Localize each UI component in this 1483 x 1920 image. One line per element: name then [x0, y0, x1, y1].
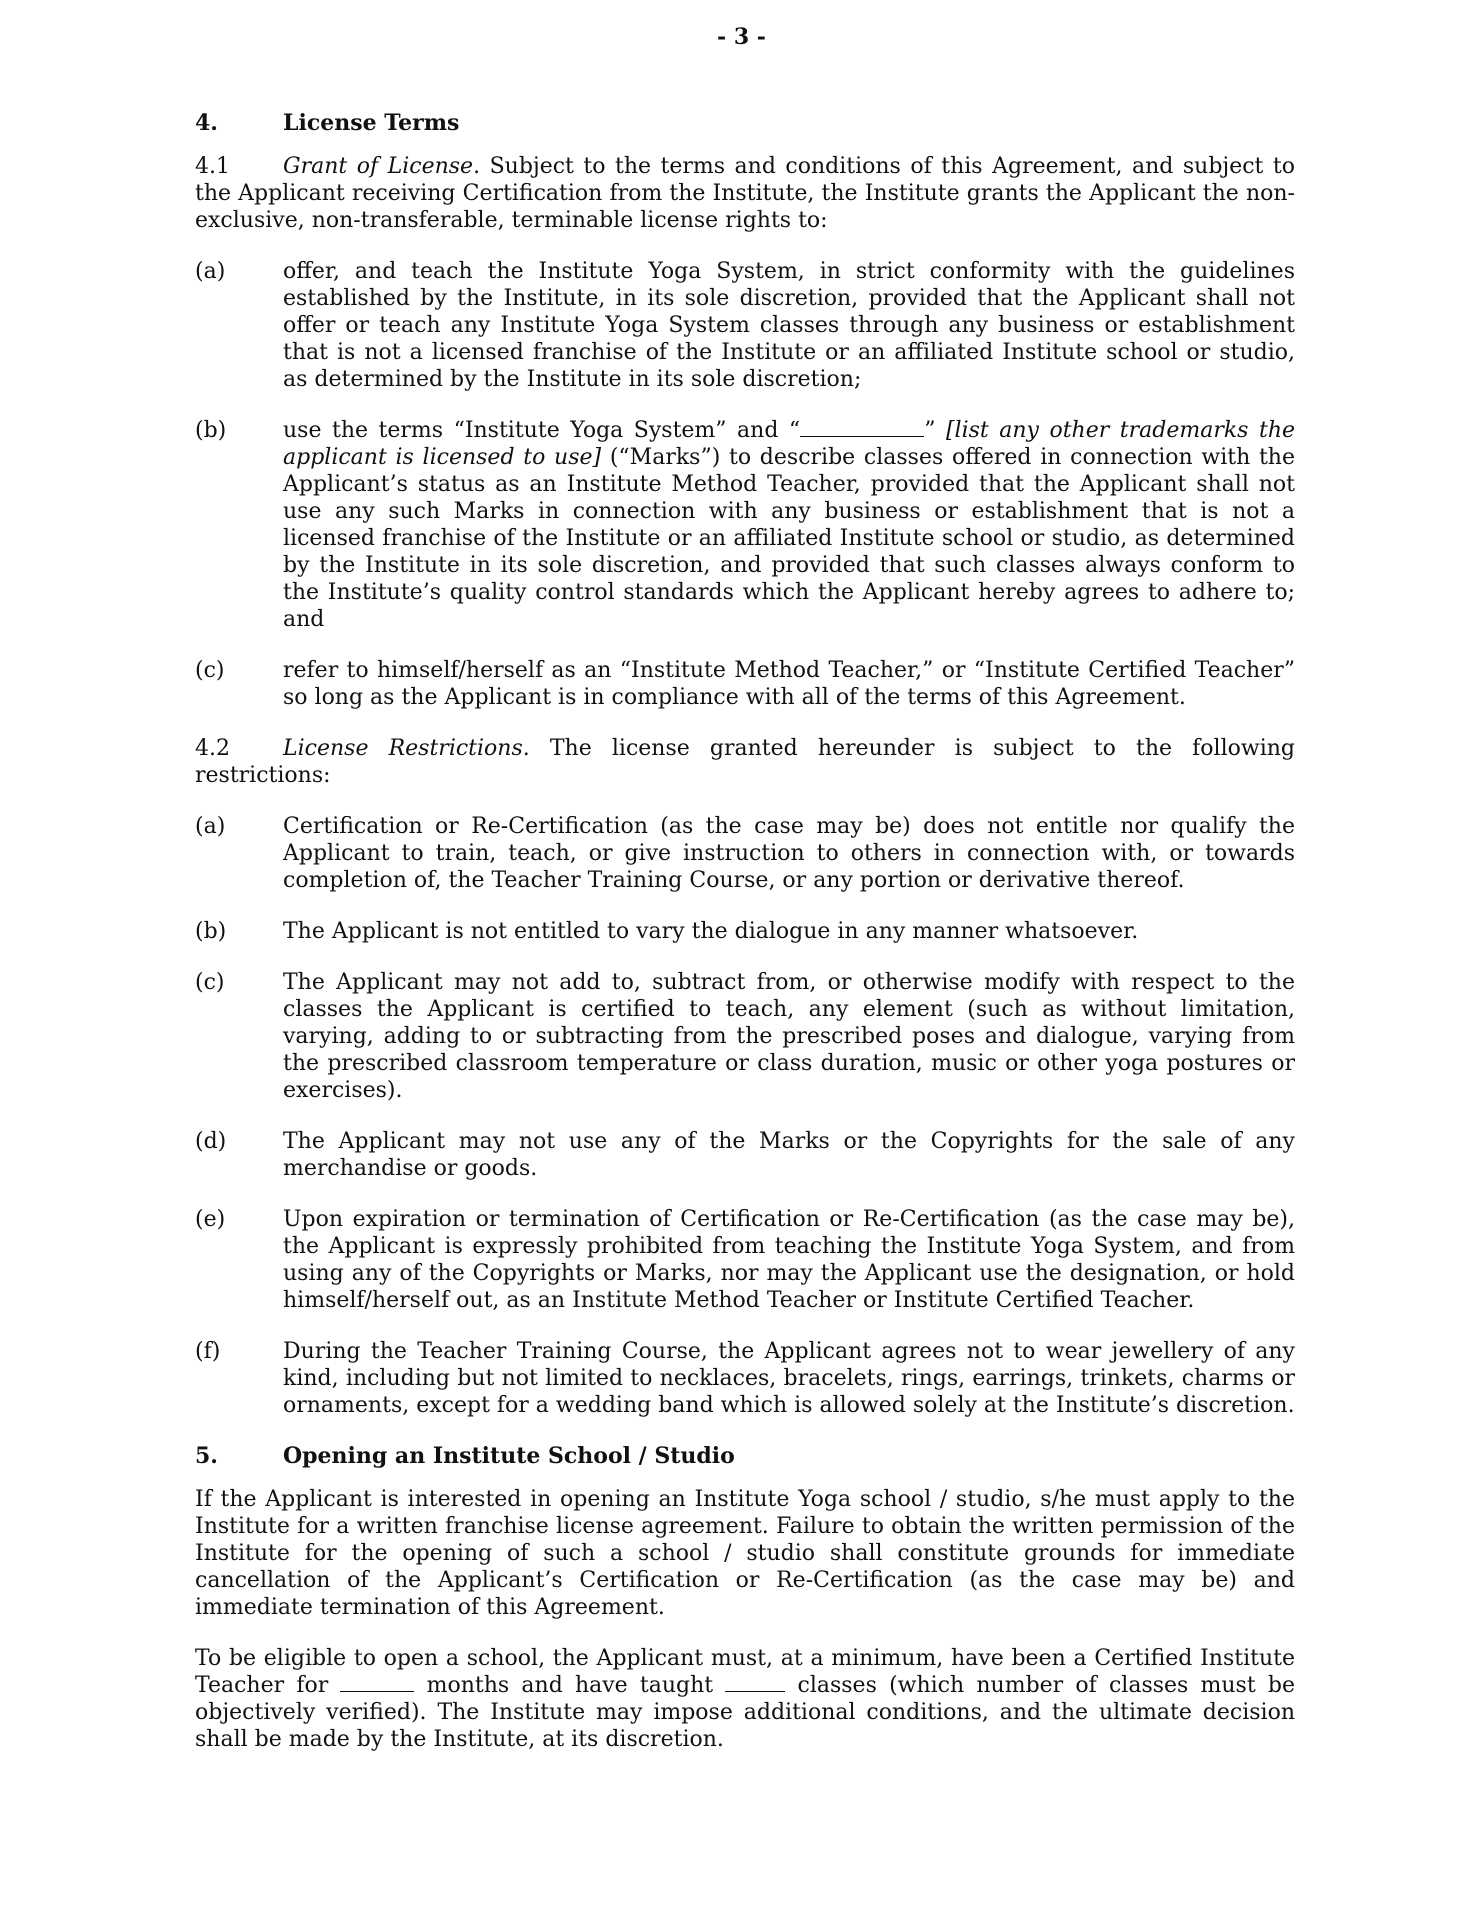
item-text: Upon expiration or termination of Certification or Re-Certification (as the case may be), the Applicant is expressly prohibited from teaching the Institute Yoga System, and from using any of the Copyrights or Marks, nor may the Applicant use the designation, or hold himself/herself out, as an Institute Method Teacher or Institute Certified Teacher.: [283, 1207, 1295, 1313]
clause-4-2-d: [195, 1128, 1295, 1182]
item-label: (c): [195, 658, 225, 683]
section-number: 4.: [195, 110, 218, 136]
item-text-part: use the terms “Institute Yoga System” and “: [283, 418, 801, 443]
paragraph-text-part: To be eligible to open a school, the Applicant must, at a minimum, have been a Certified Institute Teacher for: [195, 1646, 1295, 1698]
item-instruction: [list any other trademarks the applicant is licensed to use]: [283, 418, 1296, 470]
clause-heading: License Restrictions: [283, 736, 523, 761]
item-text: [283, 417, 1295, 633]
page-number: - 3 -: [717, 24, 766, 50]
clause-number: 4.1: [195, 154, 230, 179]
months-blank: [340, 1673, 414, 1692]
section-title: License Terms: [283, 110, 460, 136]
classes-blank: [725, 1673, 785, 1692]
section-5-paragraph-1: If the Applicant is interested in opening an Institute Yoga school / studio, s/he must apply to the Institute for a written franchise license agreement. Failure to obtain the written permission of the Institute for the opening of such a school / studio shall constitute grounds for immediate cancellation of the Applicant’s Certification or Re-Certification (as the case may be) and immediate termination of this Agreement.: [195, 1487, 1295, 1620]
clause-4-2-c: [195, 969, 1295, 1104]
item-label: (f): [195, 1339, 221, 1364]
clause-4-2-e: [195, 1206, 1295, 1314]
clause-text: . Subject to the terms and conditions of this Agreement, and subject to the Applicant receiving Certification from the Institute, the Institute grants the Applicant the non-exclusive, non-transferable, terminable license rights to:: [195, 154, 1295, 233]
item-text-part: ”: [924, 418, 946, 443]
fill-in-blank: [800, 418, 924, 437]
section-4-heading: [195, 110, 1295, 137]
item-text: refer to himself/herself as an “Institute Method Teacher,” or “Institute Certified Teacher” so long as the Applicant is in compliance with all of the terms of this Agreement.: [283, 658, 1295, 710]
item-text: The Applicant is not entitled to vary the dialogue in any manner whatsoever.: [283, 919, 1139, 944]
clause-heading: Grant of License: [283, 154, 474, 179]
section-5-paragraph-2: [195, 1645, 1295, 1753]
item-text: The Applicant may not use any of the Marks or the Copyrights for the sale of any merchandise or goods.: [283, 1129, 1295, 1181]
clause-4-1-a: [195, 258, 1295, 393]
paragraph-text-part: classes (which number of classes must be objectively verified). The Institute may impose additional conditions, and the ultimate decision shall be made by the Institute, at its discretion.: [195, 1673, 1295, 1752]
item-text: Certification or Re-Certification (as the case may be) does not entitle nor qualify the Applicant to train, teach, or give instruction to others in connection with, or towards completion of, the Teacher Training Course, or any portion or derivative thereof.: [283, 814, 1295, 893]
item-text: offer, and teach the Institute Yoga System, in strict conformity with the guidelines established by the Institute, in its sole discretion, provided that the Applicant shall not offer or teach any Institute Yoga System classes through any business or establishment that is not a licensed franchise of the Institute or an affiliated Institute school or studio, as determined by the Institute in its sole discretion;: [283, 259, 1295, 392]
item-text-part: (“Marks”) to describe classes offered in connection with the Applicant’s status as an Institute Method Teacher, provided that the Applicant shall not use any such Marks in connection with any business or establishment that is not a licensed franchise of the Institute or an affiliated Institute school or studio, as determined by the Institute in its sole discretion, and provided that such classes always conform to the Institute’s quality control standards which the Applicant hereby agrees to adhere to; and: [283, 445, 1295, 632]
document-body: [195, 110, 1295, 1777]
section-number: 5.: [195, 1443, 218, 1469]
paragraph-text-part: months and have taught: [414, 1673, 726, 1698]
item-label: (e): [195, 1207, 226, 1232]
item-label: (a): [195, 814, 226, 839]
item-label: (b): [195, 919, 227, 944]
item-label: (c): [195, 970, 225, 995]
item-text: During the Teacher Training Course, the Applicant agrees not to wear jewellery of any kind, including but not limited to necklaces, bracelets, rings, earrings, trinkets, charms or ornaments, except for a wedding band which is allowed solely at the Institute’s discretion.: [283, 1339, 1295, 1418]
item-label: (b): [195, 418, 227, 443]
clause-text: . The license granted hereunder is subject to the following restrictions:: [195, 736, 1295, 788]
clause-4-2-f: [195, 1338, 1295, 1419]
clause-4-2: [195, 735, 1295, 789]
clause-4-1-c: [195, 657, 1295, 711]
clause-4-1-b: [195, 417, 1295, 633]
clause-4-2-b: [195, 918, 1295, 945]
item-text: The Applicant may not add to, subtract from, or otherwise modify with respect to the classes the Applicant is certified to teach, any element (such as without limitation, varying, adding to or subtracting from the prescribed poses and dialogue, varying from the prescribed classroom temperature or class duration, music or other yoga postures or exercises).: [283, 970, 1295, 1103]
item-label: (d): [195, 1129, 227, 1154]
clause-4-2-a: [195, 813, 1295, 894]
section-title: Opening an Institute School / Studio: [283, 1443, 735, 1469]
section-5-heading: [195, 1443, 1295, 1470]
clause-4-1: [195, 153, 1295, 234]
item-label: (a): [195, 259, 226, 284]
clause-number: 4.2: [195, 736, 230, 761]
